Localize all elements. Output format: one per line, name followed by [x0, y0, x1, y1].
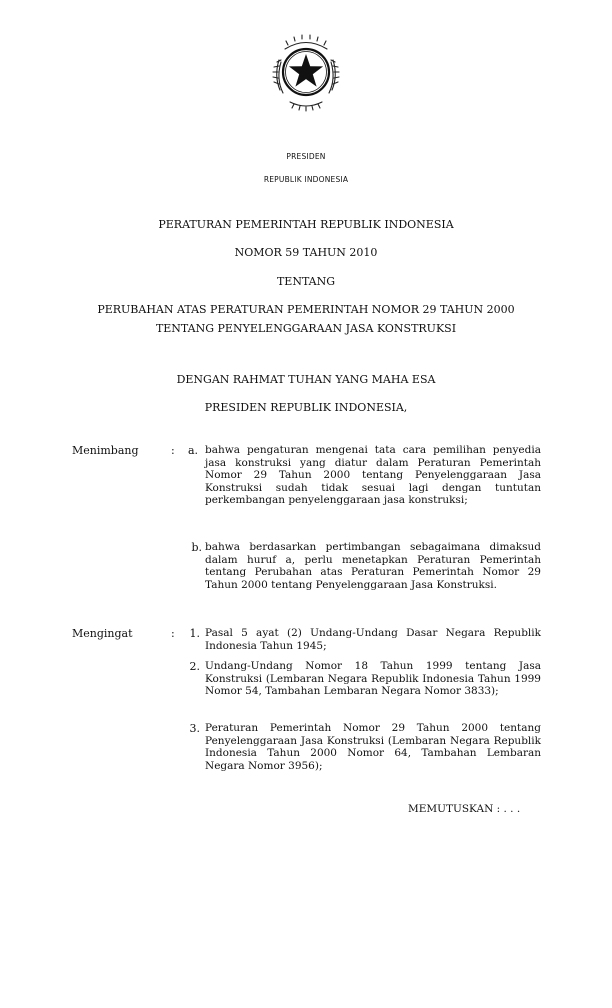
garuda-emblem-icon: [266, 32, 346, 112]
regulation-title: PERATURAN PEMERINTAH REPUBLIK INDONESIA: [158, 218, 454, 231]
regulation-number: NOMOR 59 TAHUN 2010: [234, 246, 378, 259]
mengingat-marker-3: 3.: [189, 722, 200, 735]
mengingat-label: Mengingat: [72, 627, 133, 640]
menimbang-marker-b: b.: [191, 541, 202, 554]
mengingat-item-1: Pasal 5 ayat (2) Undang-Undang Dasar Negara Republik Indonesia Tahun 1945;: [205, 627, 541, 652]
mengingat-marker-1: 1.: [189, 627, 200, 640]
menimbang-marker-a: a.: [187, 444, 198, 457]
header-republic: REPUBLIK INDONESIA: [263, 175, 349, 184]
regulation-subject-line-1: PERUBAHAN ATAS PERATURAN PEMERINTAH NOMOR 29 TAHUN 2000: [97, 303, 515, 316]
header-president: PRESIDEN: [286, 152, 326, 161]
mengingat-item-3: Peraturan Pemerintah Nomor 29 Tahun 2000 tentang Penyelenggaraan Jasa Konstruksi (Lembaran Negara Republik Indonesia Tahun 2000 Nomor 64, Tambahan Lembaran Negara Nomor 3956);: [205, 722, 541, 772]
menimbang-colon: :: [171, 444, 175, 457]
preamble-president: PRESIDEN REPUBLIK INDONESIA,: [204, 401, 408, 414]
mengingat-marker-2: 2.: [189, 660, 200, 673]
menimbang-item-b: bahwa berdasarkan pertimbangan sebagaimana dimaksud dalam huruf a, perlu menetapkan Peraturan Pemerintah tentang Perubahan atas Peraturan Pemerintah Nomor 29 Tahun 2000 tentang Penyelenggaraan Jasa Konstruksi.: [205, 541, 541, 591]
mengingat-item-2: Undang-Undang Nomor 18 Tahun 1999 tentang Jasa Konstruksi (Lembaran Negara Republik Indonesia Tahun 1999 Nomor 54, Tambahan Lembaran Negara Nomor 3833);: [205, 660, 541, 698]
mengingat-colon: :: [171, 627, 175, 640]
preamble-grace: DENGAN RAHMAT TUHAN YANG MAHA ESA: [176, 373, 436, 386]
menimbang-item-a: bahwa pengaturan mengenai tata cara pemilihan penyedia jasa konstruksi yang diatur dalam Peraturan Pemerintah Nomor 29 Tahun 2000 tentang Penyelenggaraan Jasa Konstruksi sudah tidak sesuai lagi dengan tuntutan perkembangan penyelenggaraan jasa konstruksi;: [205, 444, 541, 507]
regulation-about: TENTANG: [276, 275, 336, 288]
menimbang-label: Menimbang: [72, 444, 139, 457]
continuation-memutuskan: MEMUTUSKAN : . . .: [408, 803, 521, 815]
regulation-subject-line-2: TENTANG PENYELENGGARAAN JASA KONSTRUKSI: [155, 322, 457, 335]
